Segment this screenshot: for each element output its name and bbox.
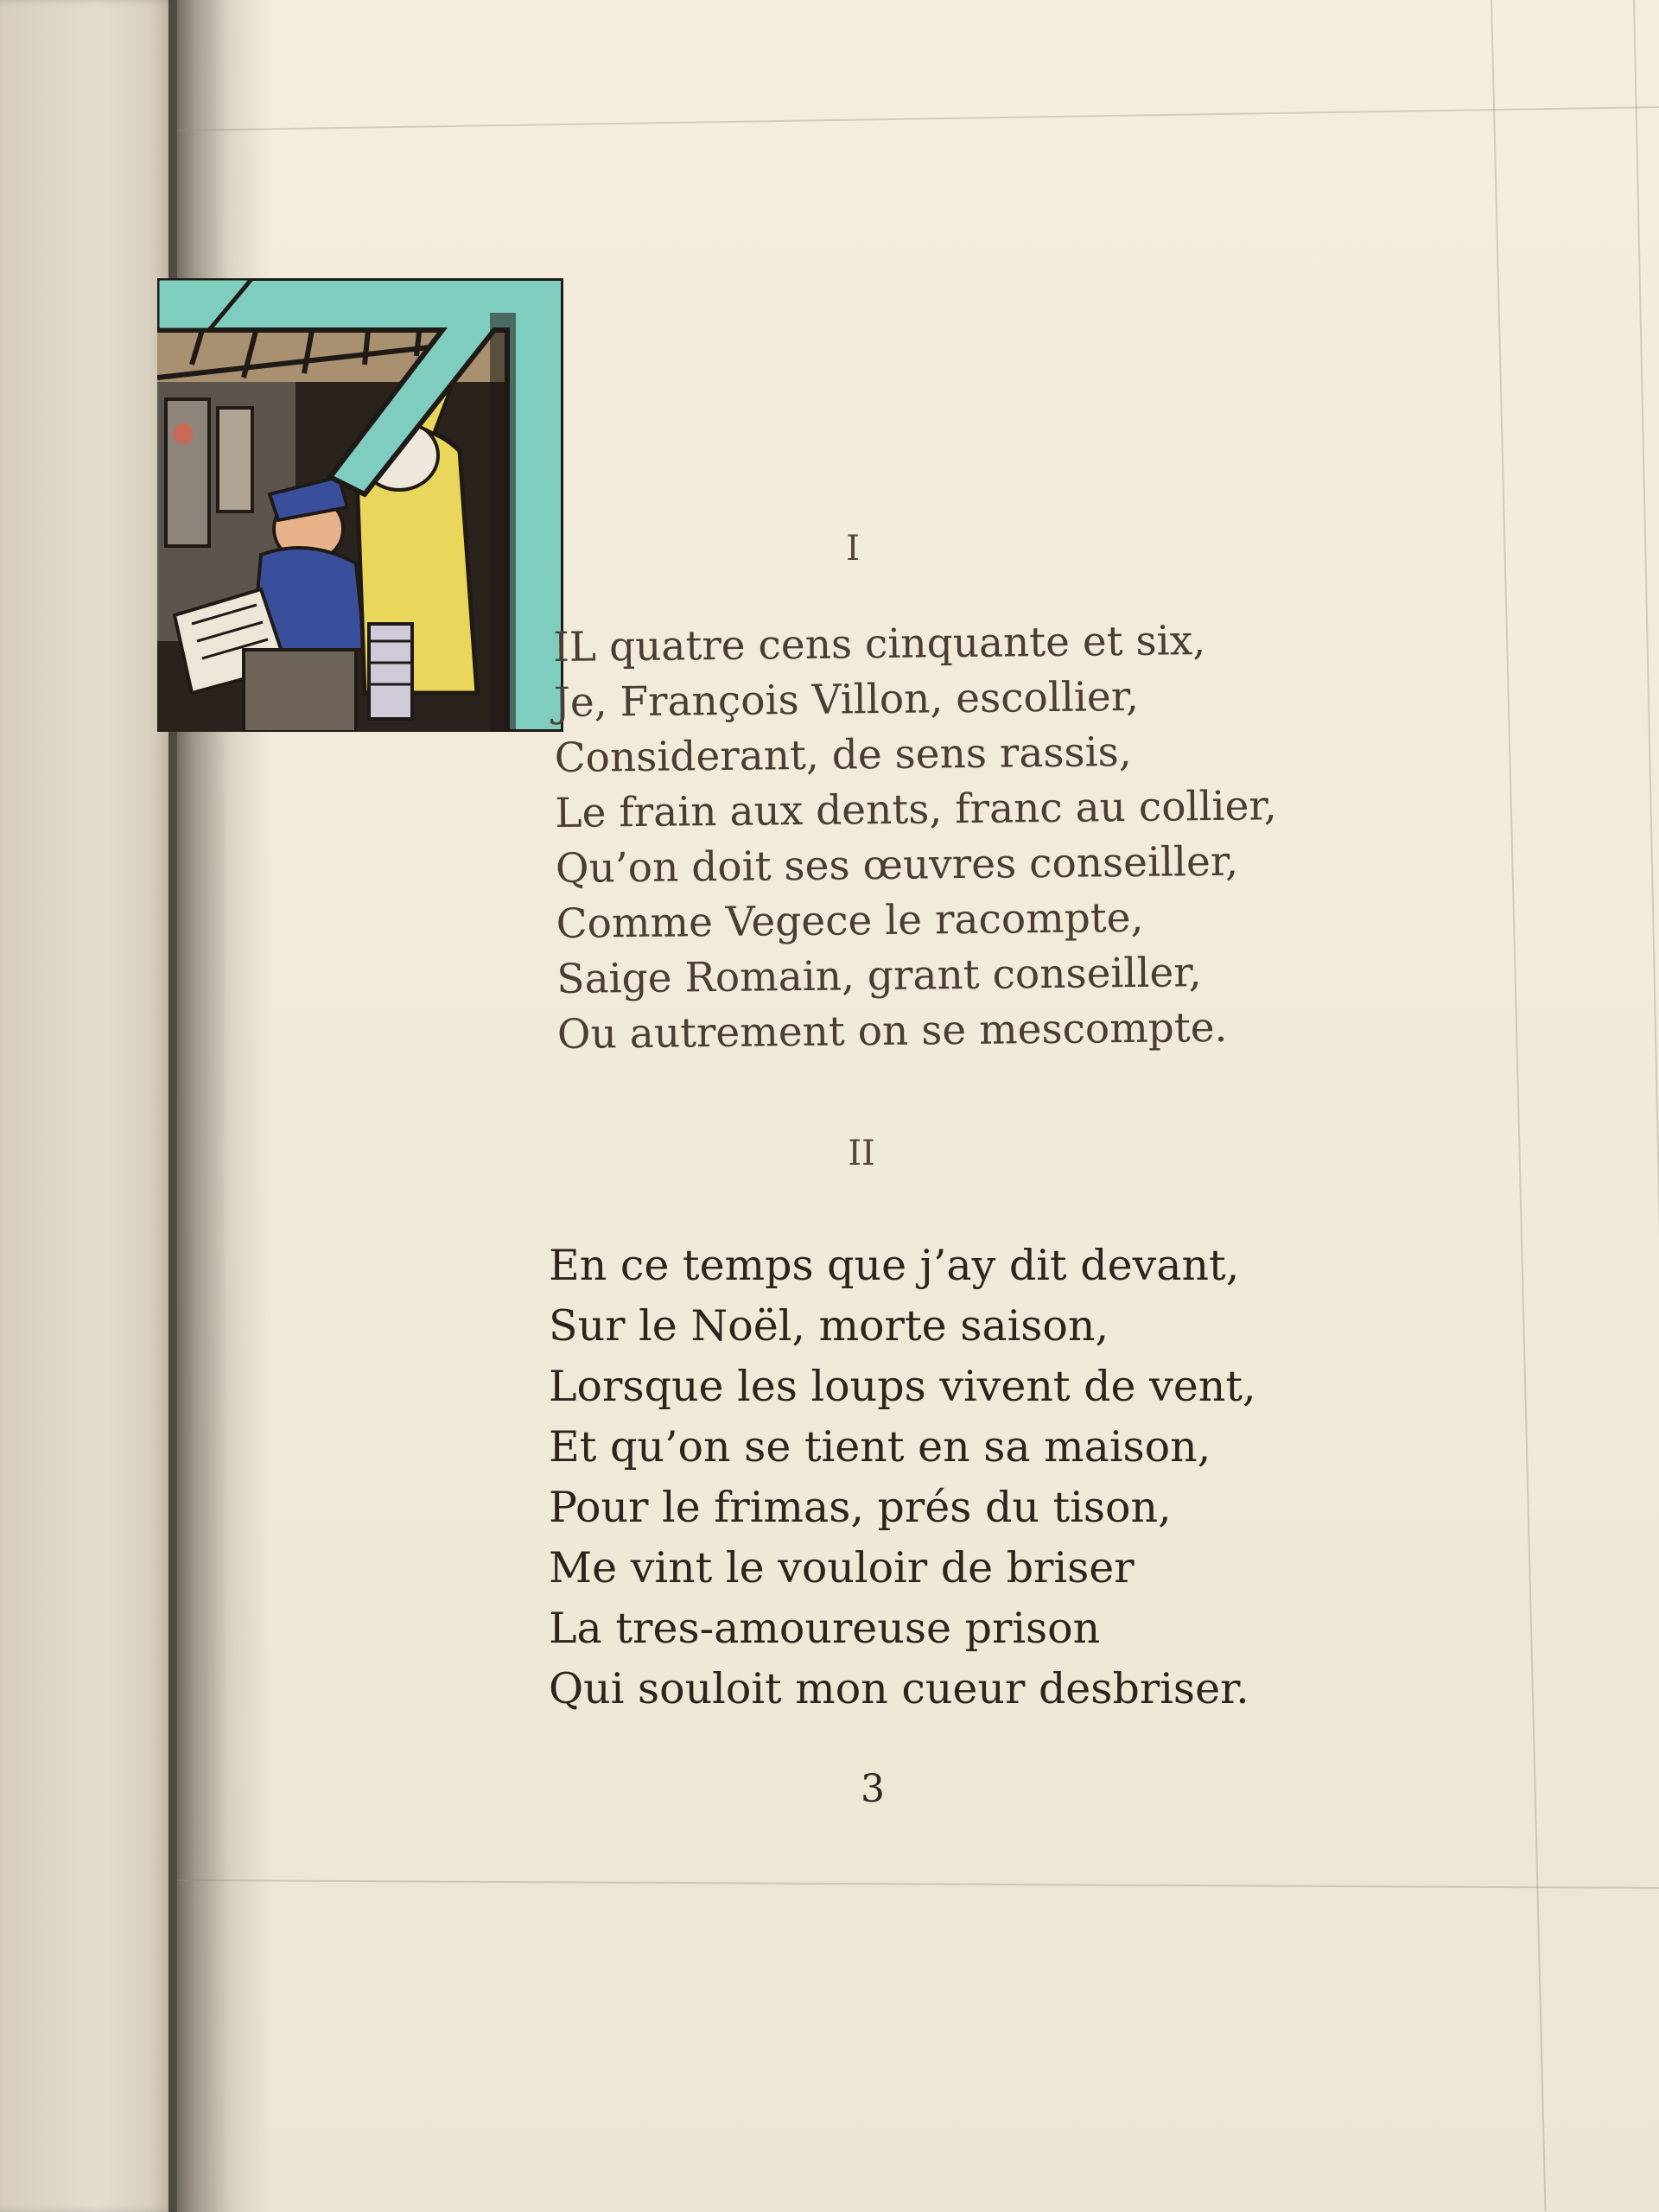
stanza-2 [549, 1236, 1256, 1719]
verse-line: Qui souloit mon cueur desbriser. [549, 1664, 1249, 1713]
verse-line: IL quatre cens cinquante et six, [553, 617, 1206, 671]
verse-line: La tres-amoureuse prison [549, 1604, 1101, 1653]
illuminated-initial-m [157, 278, 563, 732]
verse-line: Considerant, de sens rassis, [554, 728, 1132, 782]
verse-line: Me vint le vouloir de briser [549, 1543, 1135, 1592]
left-page-edge [0, 0, 177, 2212]
verse-line: Sur le Noël, morte saison, [549, 1301, 1109, 1351]
stanza-numeral: I [846, 529, 860, 569]
verse-line: Qu’on doit ses œuvres conseiller, [555, 837, 1239, 893]
verse-line: Le frain aux dents, franc au collier, [555, 782, 1277, 837]
verse-line: Comme Vegece le racompte, [556, 893, 1144, 948]
verse-line: Et qu’on se tient en sa maison, [549, 1422, 1211, 1471]
page-number: 3 [861, 1767, 885, 1811]
verse-line: Je, François Villon, escollier, [553, 672, 1140, 727]
stanza-numeral: II [848, 1134, 875, 1173]
verse-line: Pour le frimas, prés du tison, [549, 1483, 1172, 1532]
verse-line: Ou autrement on se mescompte. [556, 1003, 1228, 1058]
verse-line: Lorsque les loups vivent de vent, [549, 1362, 1256, 1411]
stanza-1 [553, 613, 1280, 1063]
verse-line: Saige Romain, grant conseiller, [556, 949, 1202, 1003]
verse-line: En ce temps que j’ay dit devant, [549, 1241, 1240, 1290]
